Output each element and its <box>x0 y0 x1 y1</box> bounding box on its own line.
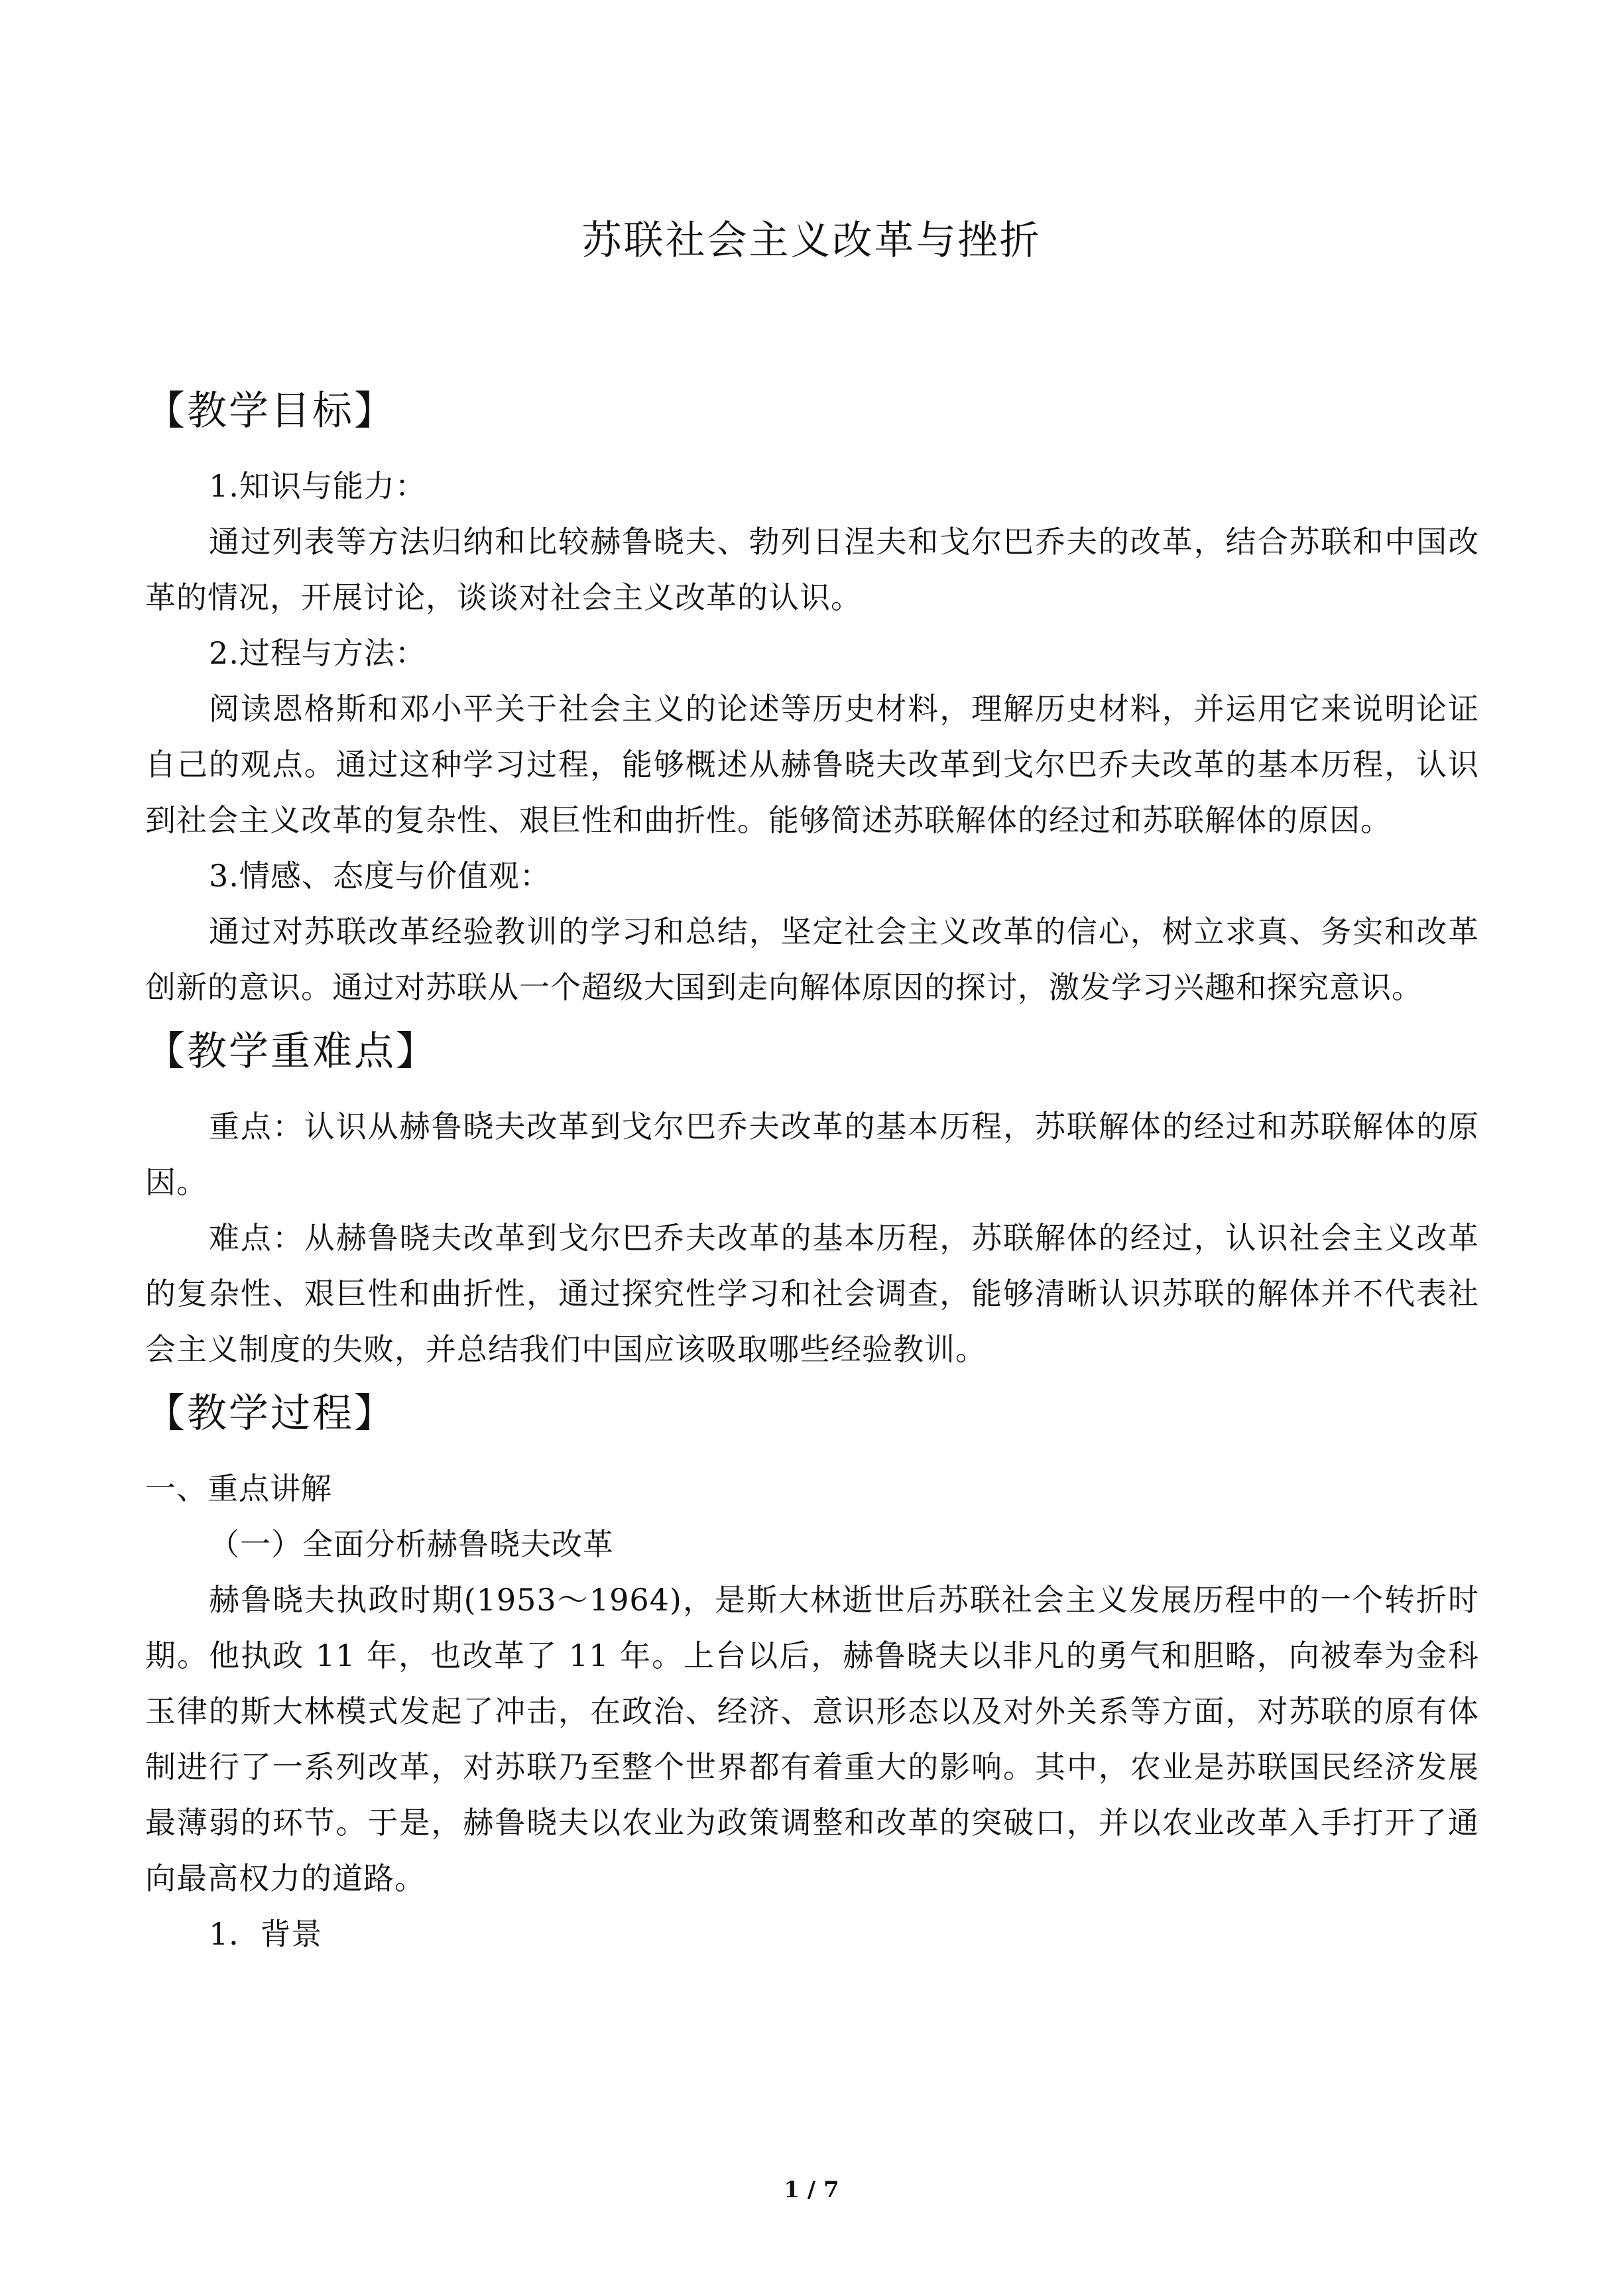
process-sub-1: （一）全面分析赫鲁晓夫改革 <box>209 1526 614 1562</box>
section-heading-process: 【教学过程】 <box>145 1390 396 1437</box>
document-body <box>145 381 1479 1962</box>
section-heading-objectives: 【教学目标】 <box>145 388 396 434</box>
objective-2-body: 阅读恩格斯和邓小平关于社会主义的论述等历史材料，理解历史材料，并运用它来说明论证自己的观点。通过这种学习过程，能够概述从赫鲁晓夫改革到戈尔巴乔夫改革的基本历程，认识到社会主义改革的复杂性、艰巨性和曲折性。能够简述苏联解体的经过和苏联解体的原因。 <box>145 691 1479 838</box>
process-paragraph: 赫鲁晓夫执政时期(1953～1964)，是斯大林逝世后苏联社会主义发展历程中的一个转折时期。他执政 11 年，也改革了 11 年。上台以后，赫鲁晓夫以非凡的勇气和胆略，向被奉为金科玉律的斯大林模式发起了冲击，在政治、经济、意识形态以及对外关系等方面，对苏联的原有体制进行了一系列改革，对苏联乃至整个世界都有着重大的影响。其中，农业是苏联国民经济发展最薄弱的环节。于是，赫鲁晓夫以农业为政策调整和改革的突破口，并以农业改革入手打开了通向最高权力的道路。 <box>145 1582 1479 1896</box>
process-part-1: 一、重点讲解 <box>145 1471 332 1506</box>
process-item-1: 1．背景 <box>209 1916 323 1952</box>
objective-3-body: 通过对苏联改革经验教训的学习和总结，坚定社会主义改革的信心，树立求真、务实和改革创新的意识。通过对苏联从一个超级大国到走向解体原因的探讨，激发学习兴趣和探究意识。 <box>145 914 1479 1005</box>
document-title: 苏联社会主义改革与挫折 <box>581 217 1042 264</box>
key-point-focus: 重点：认识从赫鲁晓夫改革到戈尔巴乔夫改革的基本历程，苏联解体的经过和苏联解体的原因。 <box>145 1109 1479 1200</box>
section-heading-key-points: 【教学重难点】 <box>145 1028 438 1075</box>
page-number: 1 / 7 <box>784 2177 839 2203</box>
objective-2-title: 2.过程与方法： <box>209 635 426 671</box>
key-point-difficulty: 难点：从赫鲁晓夫改革到戈尔巴乔夫改革的基本历程，苏联解体的经过，认识社会主义改革的复杂性、艰巨性和曲折性，通过探究性学习和社会调查，能够清晰认识苏联的解体并不代表社会主义制度的失败，并总结我们中国应该吸取哪些经验教训。 <box>145 1220 1479 1367</box>
objective-1-body: 通过列表等方法归纳和比较赫鲁晓夫、勃列日涅夫和戈尔巴乔夫的改革，结合苏联和中国改革的情况，开展讨论，谈谈对社会主义改革的认识。 <box>145 524 1479 615</box>
objective-1-title: 1.知识与能力： <box>209 468 426 504</box>
objective-3-title: 3.情感、态度与价值观： <box>209 858 551 894</box>
